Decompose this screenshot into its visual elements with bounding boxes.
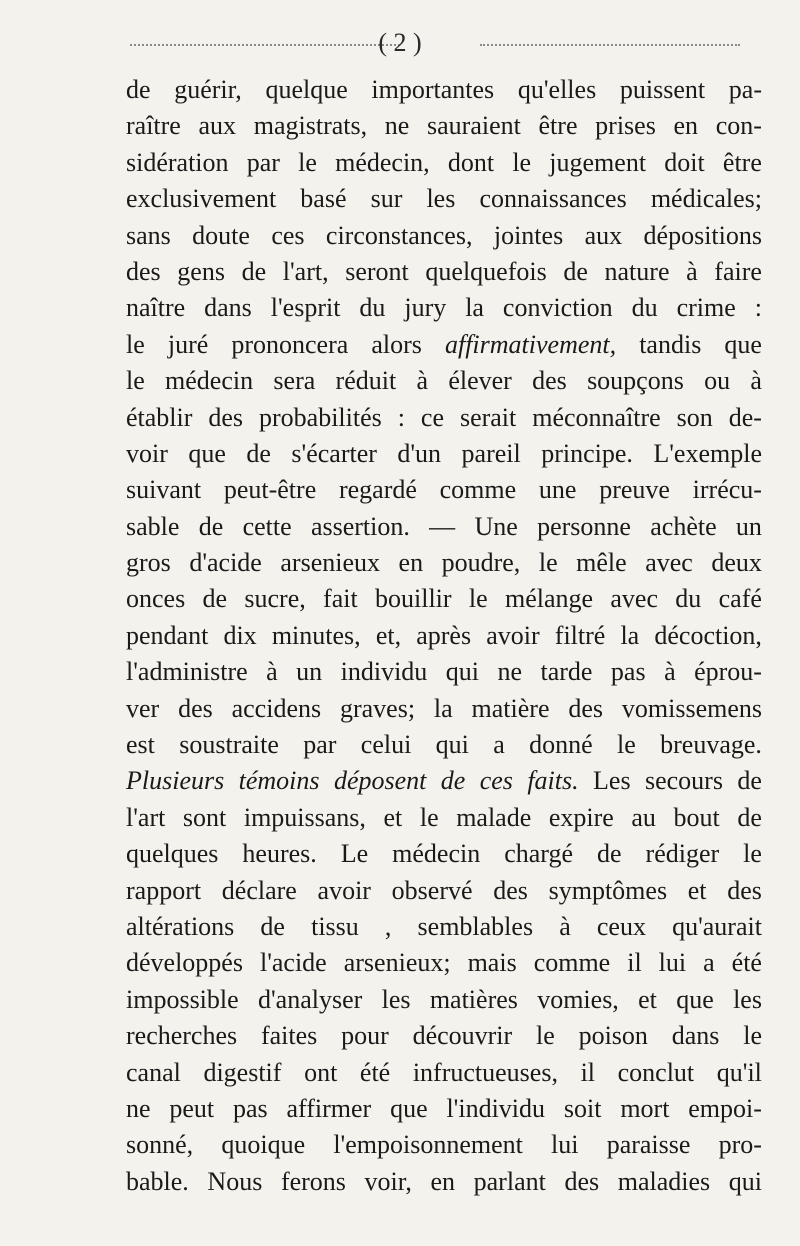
text-line: voir que de s'écarter d'un pareil principe. L'exemple [126,438,762,468]
text-line: sidération par le médecin, dont le jugement doit être [126,147,762,177]
text-line: ne peut pas affirmer que l'individu soit mort empoi- [126,1093,762,1123]
text-line: l'administre à un individu qui ne tarde pas à éprou- [126,657,762,687]
text-line: gros d'acide arsenieux en poudre, le mêle avec deux [126,548,762,578]
page-number: ( 2 ) [378,28,422,57]
text-line: le juré prononcera alors affirmativement, tandis que [126,329,762,359]
text-line: bable. Nous ferons voir, en parlant des maladies qui [126,1166,762,1196]
text-line: sans doute ces circonstances, jointes aux dépositions [126,220,762,250]
text-line: l'art sont impuissans, et le malade expire au bout de [126,802,762,832]
text-line: sonné, quoique l'empoisonnement lui paraisse pro- [126,1130,762,1160]
text-line: exclusivement basé sur les connaissances médicales; [126,184,762,214]
text-line: établir des probabilités : ce serait méconnaître son de- [126,402,762,432]
text-line: de guérir, quelque importantes qu'elles puissent pa- [126,75,762,104]
text-line: canal digestif ont été infructueuses, il conclut qu'il [126,1057,762,1087]
text-line: le médecin sera réduit à élever des soupçons ou à [126,366,762,396]
text-line: altérations de tissu , semblables à ceux qu'aurait [126,911,762,941]
text-line: est soustraite par celui qui a donné le breuvage. [126,730,762,760]
text-line: rapport déclare avoir observé des symptômes et des [126,875,762,905]
text-line: onces de sucre, fait bouillir le mélange avec du café [126,584,762,614]
text-line: des gens de l'art, seront quelquefois de nature à faire [126,256,762,286]
text-line: ver des accidens graves; la matière des vomissemens [126,693,762,723]
text-line: Plusieurs témoins déposent de ces faits. Les secours de [126,766,762,796]
text-line: naître dans l'esprit du jury la conviction du crime : [126,293,762,323]
text-line: pendant dix minutes, et, après avoir filtré la décoction, [126,620,762,650]
text-line: sable de cette assertion. — Une personne achète un [126,511,762,541]
text-line: développés l'acide arsenieux; mais comme il lui a été [126,948,762,978]
text-line: quelques heures. Le médecin chargé de rédiger le [126,839,762,869]
text-line: recherches faites pour découvrir le poison dans le [126,1021,762,1051]
text-line: suivant peut-être regardé comme une preuve irrécu- [126,475,762,505]
text-line: raître aux magistrats, ne sauraient être prises en con- [126,111,762,141]
body-text [126,72,762,1200]
text-line: impossible d'analyser les matières vomies, et que les [126,984,762,1014]
